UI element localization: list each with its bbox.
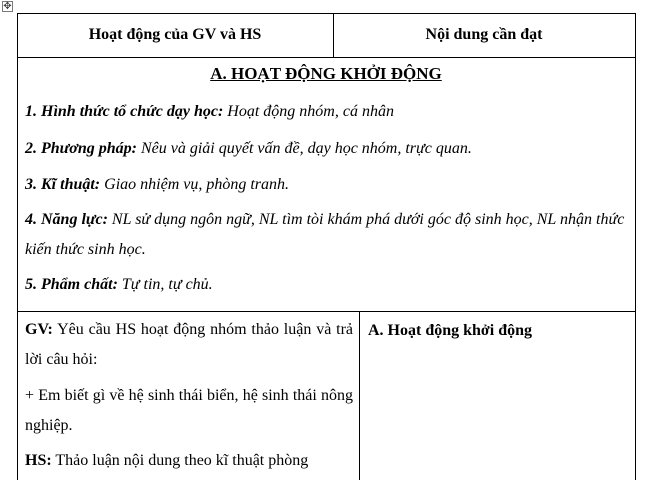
hs-text: Thảo luận nội dung theo kĩ thuật phòng bbox=[51, 452, 309, 469]
item-label: 2. Phương pháp: bbox=[25, 140, 137, 157]
gv-instruction bbox=[25, 315, 353, 375]
table-move-handle-icon[interactable]: ✥ bbox=[3, 1, 12, 12]
item-organization bbox=[25, 97, 630, 127]
item-method bbox=[25, 134, 630, 164]
item-text: Tự tin, tự chủ. bbox=[117, 276, 213, 293]
right-column-heading: A. Hoạt động khởi động bbox=[368, 322, 533, 339]
column-divider bbox=[359, 311, 360, 480]
item-label: 4. Năng lực: bbox=[25, 211, 108, 228]
header-bottom-rule bbox=[17, 57, 636, 58]
item-text: Giao nhiệm vụ, phòng tranh. bbox=[100, 176, 290, 193]
item-label: 5. Phẩm chất: bbox=[25, 276, 118, 293]
item-label: 3. Kĩ thuật: bbox=[25, 176, 101, 193]
item-text: Nêu và giải quyết vấn đề, dạy học nhóm, trực quan. bbox=[136, 140, 472, 157]
gv-label: GV: bbox=[25, 321, 53, 338]
header-activities: Hoạt động của GV và HS bbox=[88, 26, 262, 43]
item-competence bbox=[25, 205, 630, 265]
item-text: NL sử dụng ngôn ngữ, NL tìm tòi khám phá dưới góc độ sinh học, NL nhận thức kiến thức sinh học. bbox=[25, 211, 625, 258]
question-text: + Em biết gì về hệ sinh thái biển, hệ sinh thái nông nghiệp. bbox=[25, 387, 353, 434]
gv-text: Yêu cầu HS hoạt động nhóm thảo luận và trả lời câu hỏi: bbox=[25, 321, 353, 368]
item-text: Hoạt động nhóm, cá nhân bbox=[223, 103, 394, 120]
item-label: 1. Hình thức tổ chức dạy học: bbox=[25, 103, 224, 120]
hs-label: HS: bbox=[25, 452, 52, 469]
hs-instruction bbox=[25, 446, 353, 476]
item-technique bbox=[25, 170, 630, 200]
section-bottom-rule bbox=[17, 311, 636, 312]
header-content: Nội dung cần đạt bbox=[425, 26, 543, 43]
section-title: A. HOẠT ĐỘNG KHỞI ĐỘNG bbox=[210, 64, 442, 83]
item-quality bbox=[25, 270, 630, 300]
